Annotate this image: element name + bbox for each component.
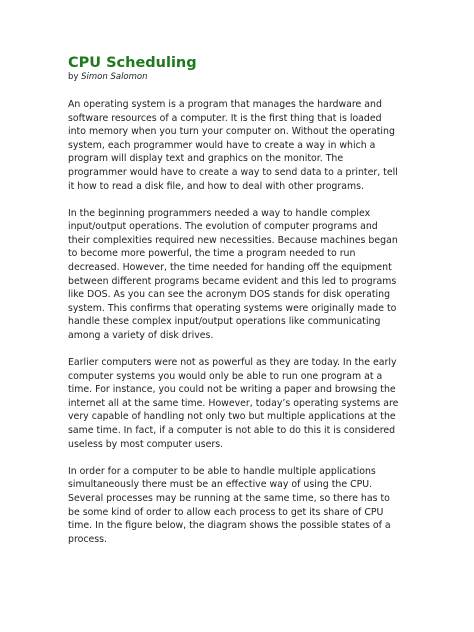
text-line: computer systems you would only be able to run one program at a — [68, 370, 383, 382]
text-line: into memory when you turn your computer on. Without the operating — [68, 126, 395, 138]
text-line: their complexities required new necessities. Because machines began — [68, 234, 398, 246]
document-title: CPU Scheduling — [68, 55, 197, 71]
text-line: time. In the figure below, the diagram shows the possible states of a — [68, 520, 391, 532]
text-line: programmer would have to create a way to send data to a printer, tell — [68, 166, 398, 178]
paragraph — [68, 207, 418, 343]
text-line: Earlier computers were not as powerful as they are today. In the early — [68, 357, 397, 369]
text-line: system, each programmer would have to create a way in which a — [68, 139, 376, 151]
text-line: among a variety of disk drives. — [68, 330, 214, 341]
text-line: Several processes may be running at the same time, so there has to — [68, 492, 390, 504]
text-line: simultaneously there must be an effective way of using the CPU. — [68, 479, 373, 491]
paragraph — [68, 98, 418, 193]
byline — [68, 72, 148, 82]
text-line: be some kind of order to allow each process to get its share of CPU — [68, 506, 384, 518]
text-line: it how to read a disk file, and how to deal with other programs. — [68, 180, 364, 192]
text-line: very capable of handling not only two but multiple applications at the — [68, 411, 396, 423]
text-line: to become more powerful, the time a program needed to run — [68, 248, 356, 260]
text-line: useless by most computer users. — [68, 438, 224, 450]
byline-prefix: by — [68, 72, 82, 82]
paragraph — [68, 356, 418, 451]
body-text — [68, 98, 418, 560]
text-line: internet all at the same time. However, today’s operating systems are — [68, 397, 399, 409]
text-line: same time. In fact, if a computer is not able to do this it is considered — [68, 425, 396, 437]
text-line: In order for a computer to be able to handle multiple applications — [68, 465, 376, 477]
text-line: handle these complex input/output operations like communicating — [68, 316, 381, 328]
text-line: software resources of a computer. It is the first thing that is loaded — [68, 112, 382, 124]
text-line: system. This confirms that operating systems were originally made to — [68, 302, 397, 314]
text-line: decreased. However, the time needed for handing off the equipment — [68, 262, 392, 274]
text-line: An operating system is a program that manages the hardware and — [68, 99, 382, 110]
text-line: process. — [68, 533, 108, 545]
text-line: input/output operations. The evolution of computer programs and — [68, 221, 378, 233]
author-name: Simon Salomon — [81, 72, 148, 82]
paragraph — [68, 465, 418, 547]
text-line: In the beginning programmers needed a way to handle complex — [68, 207, 371, 219]
text-line: between different programs became evident and this led to programs — [68, 275, 397, 287]
text-line: time. For instance, you could not be writing a paper and browsing the — [68, 384, 396, 396]
text-line: program will display text and graphics on the monitor. The — [68, 153, 344, 165]
text-line: like DOS. As you can see the acronym DOS stands for disk operating — [68, 289, 391, 301]
